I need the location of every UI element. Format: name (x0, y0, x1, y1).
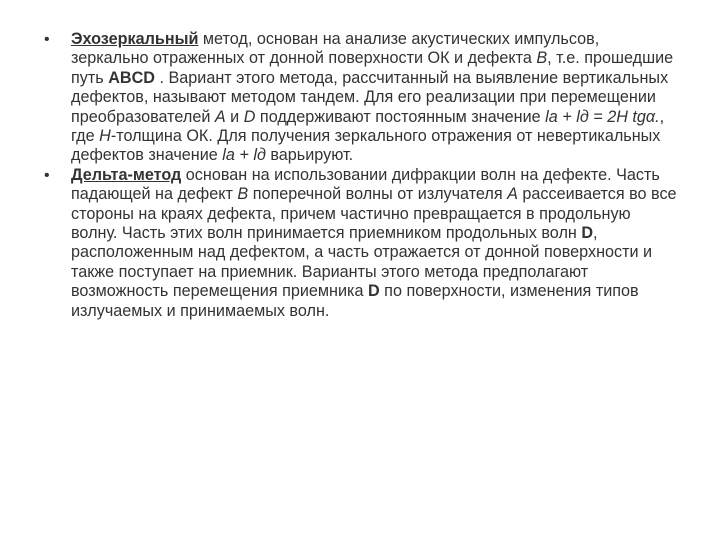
bullet-list (40, 30, 680, 321)
term-echo-mirror: Эхозеркальный (71, 30, 199, 48)
bullet-delta-method: • Дельта-метод основан на использовании дифракции волн на дефекте. Часть падающей на дефект В поперечной волны от излучателя А рассеивается во все стороны на краях дефекта, причем частично превращается в продольную волну. Часть этих волн принимается приемником продольных волн D, расположенным над дефектом, а часть отражается от донной поверхности и также поступает на приемник. Варианты этого метода предполагают возможность перемещения приемника D по поверхности, изменения типов излучаемых и принимаемых волн. (44, 165, 677, 320)
slide-body (40, 30, 680, 321)
formula: lа + lд = 2Н tgα. (545, 107, 660, 126)
term-delta: Дельта-метод (71, 165, 182, 184)
bullet-dot-icon: • (44, 31, 50, 48)
bullet-echo-mirror-method: • Эхозеркальный метод, основан на анализе акустических импульсов, зеркально отраженных от донной поверхности ОК и дефекта В, т.е. прошедшие путь ABCD . Вариант этого метода, рассчитанный на выявление вертикальных дефектов, называют методом тандем. Для его реализации при перемещении преобразователей А и D поддерживают постоянным значение lа + lд = 2Н tgα., где Н-толщина ОК. Для получения зеркального отражения от невертикальных дефектов значение lа + lд варьируют. (44, 30, 674, 165)
bullet-dot-icon: • (44, 166, 50, 184)
